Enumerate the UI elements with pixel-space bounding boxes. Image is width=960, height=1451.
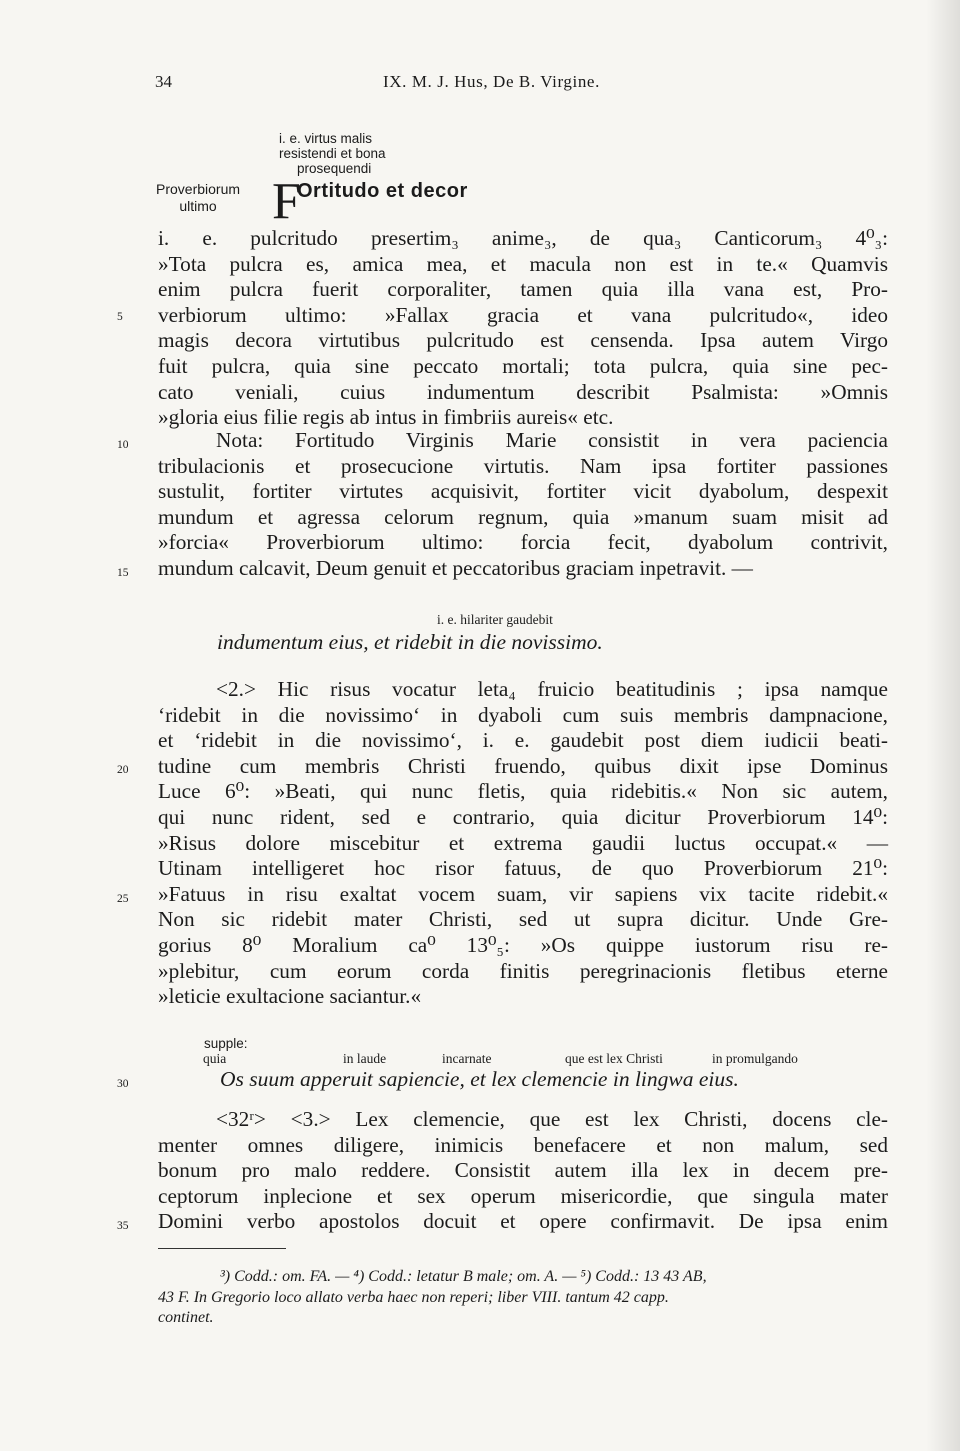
gloss-quia: quia	[203, 1051, 227, 1066]
gloss-in-laude: in laude	[343, 1051, 387, 1066]
line-number-25: 25	[117, 893, 129, 905]
footnotes: ³) Codd.: om. FA. — ⁴) Codd.: letatur B male; om. A. — ⁵) Codd.: 13 43 AB, 43 F. In Gregorio loco allato verba haec non reperi; liber VIII. tantum 42 capp. continet.	[158, 1268, 707, 1326]
paragraph-4: <32ʳ> <3.> Lex clemencie, que est lex Christi, docens cle- menter omnes diligere, inimicis benefacere et non malum, sed bonum pro malo reddere. Consistit autem illa lex in decem pre- ceptorum inplecione et sex operum misericordie, que singula mater Domini verbo apostolos docuit et opere confirmavit. De ipsa enim	[158, 1107, 888, 1234]
line-number-35: 35	[117, 1220, 129, 1232]
lemma-heading: Ortitudo et decor	[297, 180, 468, 202]
line-number-10: 10	[117, 439, 129, 451]
running-head: IX. M. J. Hus, De B. Virgine.	[383, 72, 600, 91]
line-number-15: 15	[117, 567, 129, 579]
supple-label: supple:	[204, 1036, 248, 1051]
margin-source: Proverbiorum ultimo	[156, 181, 241, 214]
lemma-3: Os suum apperuit sapiencie, et lex clemencie in lingwa eius.	[220, 1067, 739, 1091]
interlinear-gloss-2: i. e. hilariter gaudebit	[437, 612, 553, 627]
page-edge-shadow	[926, 0, 960, 1451]
drop-initial: F	[272, 173, 301, 230]
paragraph-3: <2.> Hic risus vocatur leta₄ fruicio beatitudinis ; ipsa namque ‘ridebit in die novissimo‘ in dyaboli cum suis membris dampnacione, et ‘ridebit in die novissimo‘, i. e. gaudebit post diem iudicii beati- tudine cum membris Christi fruendo, quibus dixit ipse Dominus Luce 6⁰: »Beati, qui nunc fletis, quia ridebitis.« Non sic autem, qui nunc rident, sed e contrario, quia dicitur Proverbiorum 14⁰: »Risus dolore miscebitur et extrema gaudii luctus occupat.« — Utinam intelligeret hoc risor fatuus, de quo Proverbiorum 21⁰: »Fatuus in risu exaltat vocem suam, vir sapiens vix tacite ridebit.« Non sic ridebit mater Christi, sed ut supra dicitur. Unde Gre- gorius 8⁰ Moralium ca⁰ 13⁰₅: »Os quippe iustorum risu re- »plebitur, cum eorum corda finitis peregrinacionis fletibus eterne »leticie exultacione saciantur.«	[158, 677, 888, 1009]
paragraph-1: i. e. pulcritudo presertim₃ anime₃, de qua₃ Canticorum₃ 4⁰₃: »Tota pulcra es, amica mea, et macula non est in te.« Quamvis enim pulcra fuerit corporaliter, tamen quia illa vana est, Pro- verbiorum ultimo: »Fallax gracia et vana pulcritudo«, ideo magis decora virtutibus pulcritudo est censenda. Ipsa autem Virgo fuit pulcra, quia sine peccato mortali; tota pulcra, quia sine pec- cato veniali, cuius indumentum describit Psalmista: »Omnis »gloria eius filie regis ab intus in fimbriis aureis« etc.	[158, 226, 888, 430]
page-number: 34	[155, 72, 172, 91]
gloss-incarnate: incarnate	[442, 1051, 492, 1066]
lemma-2: indumentum eius, et ridebit in die novissimo.	[217, 630, 603, 654]
gloss-in-promulgando: in promulgando	[712, 1051, 798, 1066]
line-number-20: 20	[117, 764, 129, 776]
footnote-rule	[158, 1248, 286, 1249]
interlinear-gloss: i. e. virtus malis resistendi et bona prosequendi	[279, 131, 386, 176]
line-number-5: 5	[117, 311, 123, 323]
gloss-lex-christi: que est lex Christi	[565, 1051, 663, 1066]
paragraph-2: Nota: Fortitudo Virginis Marie consistit in vera paciencia tribulacionis et prosecucione virtutis. Nam ipsa fortiter passiones sustulit, fortiter virtutes acquisivit, fortiter vicit dyabolum, despexit mundum et agressa celorum regnum, quia »manum suam misit ad »forcia« Proverbiorum ultimo: forcia fecit, dyabolum contrivit, mundum calcavit, Deum genuit et peccatoribus graciam inpetravit. —	[158, 428, 888, 580]
line-number-30: 30	[117, 1078, 129, 1090]
